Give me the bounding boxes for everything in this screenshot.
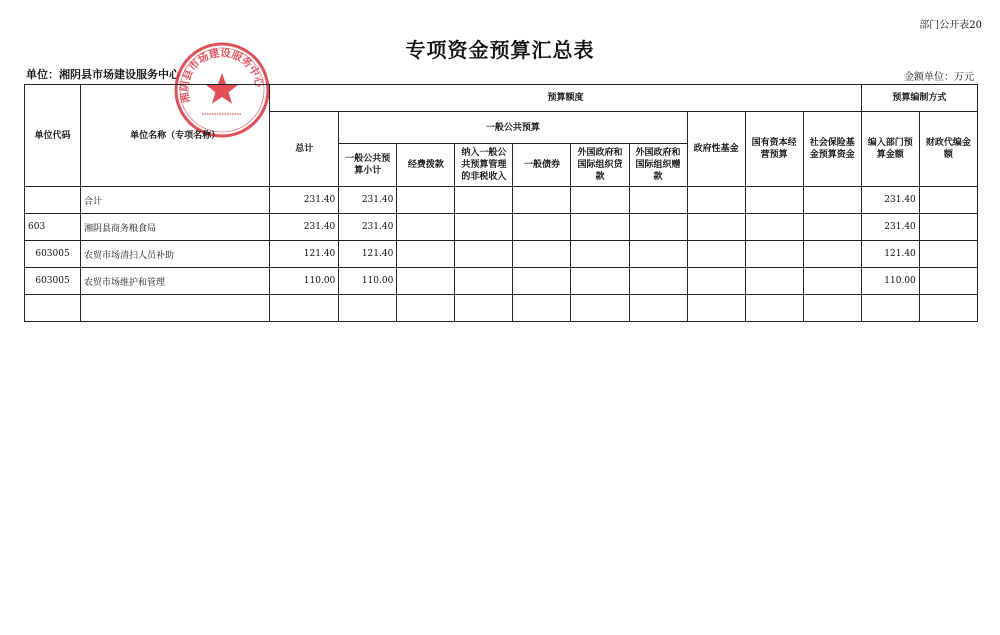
- col-unit-code: 单位代码: [25, 85, 81, 187]
- cell-amount: [513, 214, 571, 241]
- cell-amount: [571, 241, 629, 268]
- cell-amount: [803, 187, 861, 214]
- cell-amount: [397, 268, 455, 295]
- cell-amount: 231.40: [270, 187, 339, 214]
- cell-amount: 231.40: [270, 214, 339, 241]
- cell-unit-name: 合计: [81, 187, 270, 214]
- table-row: [25, 241, 978, 268]
- cell-amount: [687, 295, 745, 322]
- cell-amount: [629, 268, 687, 295]
- cell-amount: 121.40: [339, 241, 397, 268]
- col-general-public-budget: 一般公共预算: [339, 112, 687, 144]
- page-title: 专项资金预算汇总表: [405, 38, 595, 62]
- cell-amount: [919, 268, 977, 295]
- col-compile-method: 预算编制方式: [861, 85, 977, 112]
- table-body: [25, 187, 978, 322]
- cell-unit-code: 603: [25, 214, 81, 241]
- cell-unit-code: [25, 295, 81, 322]
- cell-amount: [397, 241, 455, 268]
- cell-amount: [513, 187, 571, 214]
- seal-text: 湘阴县市场建设服务中心: [178, 47, 266, 104]
- cell-amount: 110.00: [861, 268, 919, 295]
- col-unit-name: 单位名称（专项名称）: [81, 85, 270, 187]
- cell-amount: [455, 295, 513, 322]
- cell-amount: [745, 214, 803, 241]
- cell-unit-code: 603005: [25, 268, 81, 295]
- cell-amount: [513, 268, 571, 295]
- col-general-bond: 一般债券: [513, 144, 571, 187]
- col-gov-fund: 政府性基金: [687, 112, 745, 187]
- cell-amount: 231.40: [861, 187, 919, 214]
- cell-amount: [629, 295, 687, 322]
- cell-amount: [571, 214, 629, 241]
- cell-unit-code: [25, 187, 81, 214]
- col-foreign-loan: 外国政府和国际组织贷款: [571, 144, 629, 187]
- cell-amount: [919, 241, 977, 268]
- cell-amount: [745, 187, 803, 214]
- cell-amount: 121.40: [270, 241, 339, 268]
- cell-amount: [745, 295, 803, 322]
- col-foreign-grant: 外国政府和国际组织赠款: [629, 144, 687, 187]
- col-dept-budget: 编入部门预算金额: [861, 112, 919, 187]
- cell-amount: [861, 295, 919, 322]
- table-row: [25, 214, 978, 241]
- col-general-subtotal: 一般公共预算小计: [339, 144, 397, 187]
- cell-amount: [397, 214, 455, 241]
- cell-amount: [745, 241, 803, 268]
- col-nontax-income: 纳入一般公共预算管理的非税收入: [455, 144, 513, 187]
- col-total: 总计: [270, 112, 339, 187]
- cell-amount: [919, 187, 977, 214]
- cell-amount: 231.40: [861, 214, 919, 241]
- cell-amount: [513, 295, 571, 322]
- cell-amount: [629, 241, 687, 268]
- cell-amount: 110.00: [270, 268, 339, 295]
- cell-amount: [803, 214, 861, 241]
- cell-amount: [687, 187, 745, 214]
- cell-amount: [339, 295, 397, 322]
- cell-unit-name: [81, 295, 270, 322]
- cell-amount: 231.40: [339, 187, 397, 214]
- cell-amount: [919, 295, 977, 322]
- cell-amount: [455, 187, 513, 214]
- cell-amount: [629, 214, 687, 241]
- cell-amount: [803, 241, 861, 268]
- form-number: 部门公开表20: [919, 20, 982, 31]
- table-row: [25, 295, 978, 322]
- budget-summary-table: [24, 84, 978, 322]
- cell-amount: [455, 241, 513, 268]
- cell-amount: [270, 295, 339, 322]
- col-budget-amount: 预算额度: [270, 85, 862, 112]
- cell-amount: 231.40: [339, 214, 397, 241]
- cell-amount: 110.00: [339, 268, 397, 295]
- cell-unit-name: 农贸市场维护和管理: [81, 268, 270, 295]
- cell-unit-name: 农贸市场清扫人员补助: [81, 241, 270, 268]
- cell-unit-name: 湘阴县商务粮食局: [81, 214, 270, 241]
- cell-amount: [397, 187, 455, 214]
- cell-amount: [513, 241, 571, 268]
- col-state-capital: 国有资本经营预算: [745, 112, 803, 187]
- col-fiscal-compile: 财政代编金额: [919, 112, 977, 187]
- cell-amount: [687, 214, 745, 241]
- cell-amount: [687, 241, 745, 268]
- cell-amount: [455, 268, 513, 295]
- col-funding: 经费拨款: [397, 144, 455, 187]
- cell-amount: [397, 295, 455, 322]
- table-row: [25, 268, 978, 295]
- amount-unit-label: 金额单位：万元: [904, 72, 974, 83]
- cell-amount: [919, 214, 977, 241]
- table-row: [25, 187, 978, 214]
- cell-amount: [745, 268, 803, 295]
- col-social-insurance: 社会保险基金预算资金: [803, 112, 861, 187]
- cell-unit-code: 603005: [25, 241, 81, 268]
- cell-amount: [571, 295, 629, 322]
- cell-amount: [803, 268, 861, 295]
- cell-amount: 121.40: [861, 241, 919, 268]
- cell-amount: [687, 268, 745, 295]
- cell-amount: [803, 295, 861, 322]
- cell-amount: [571, 187, 629, 214]
- cell-amount: [571, 268, 629, 295]
- unit-label: 单位：湘阴县市场建设服务中心: [26, 68, 180, 81]
- cell-amount: [629, 187, 687, 214]
- cell-amount: [455, 214, 513, 241]
